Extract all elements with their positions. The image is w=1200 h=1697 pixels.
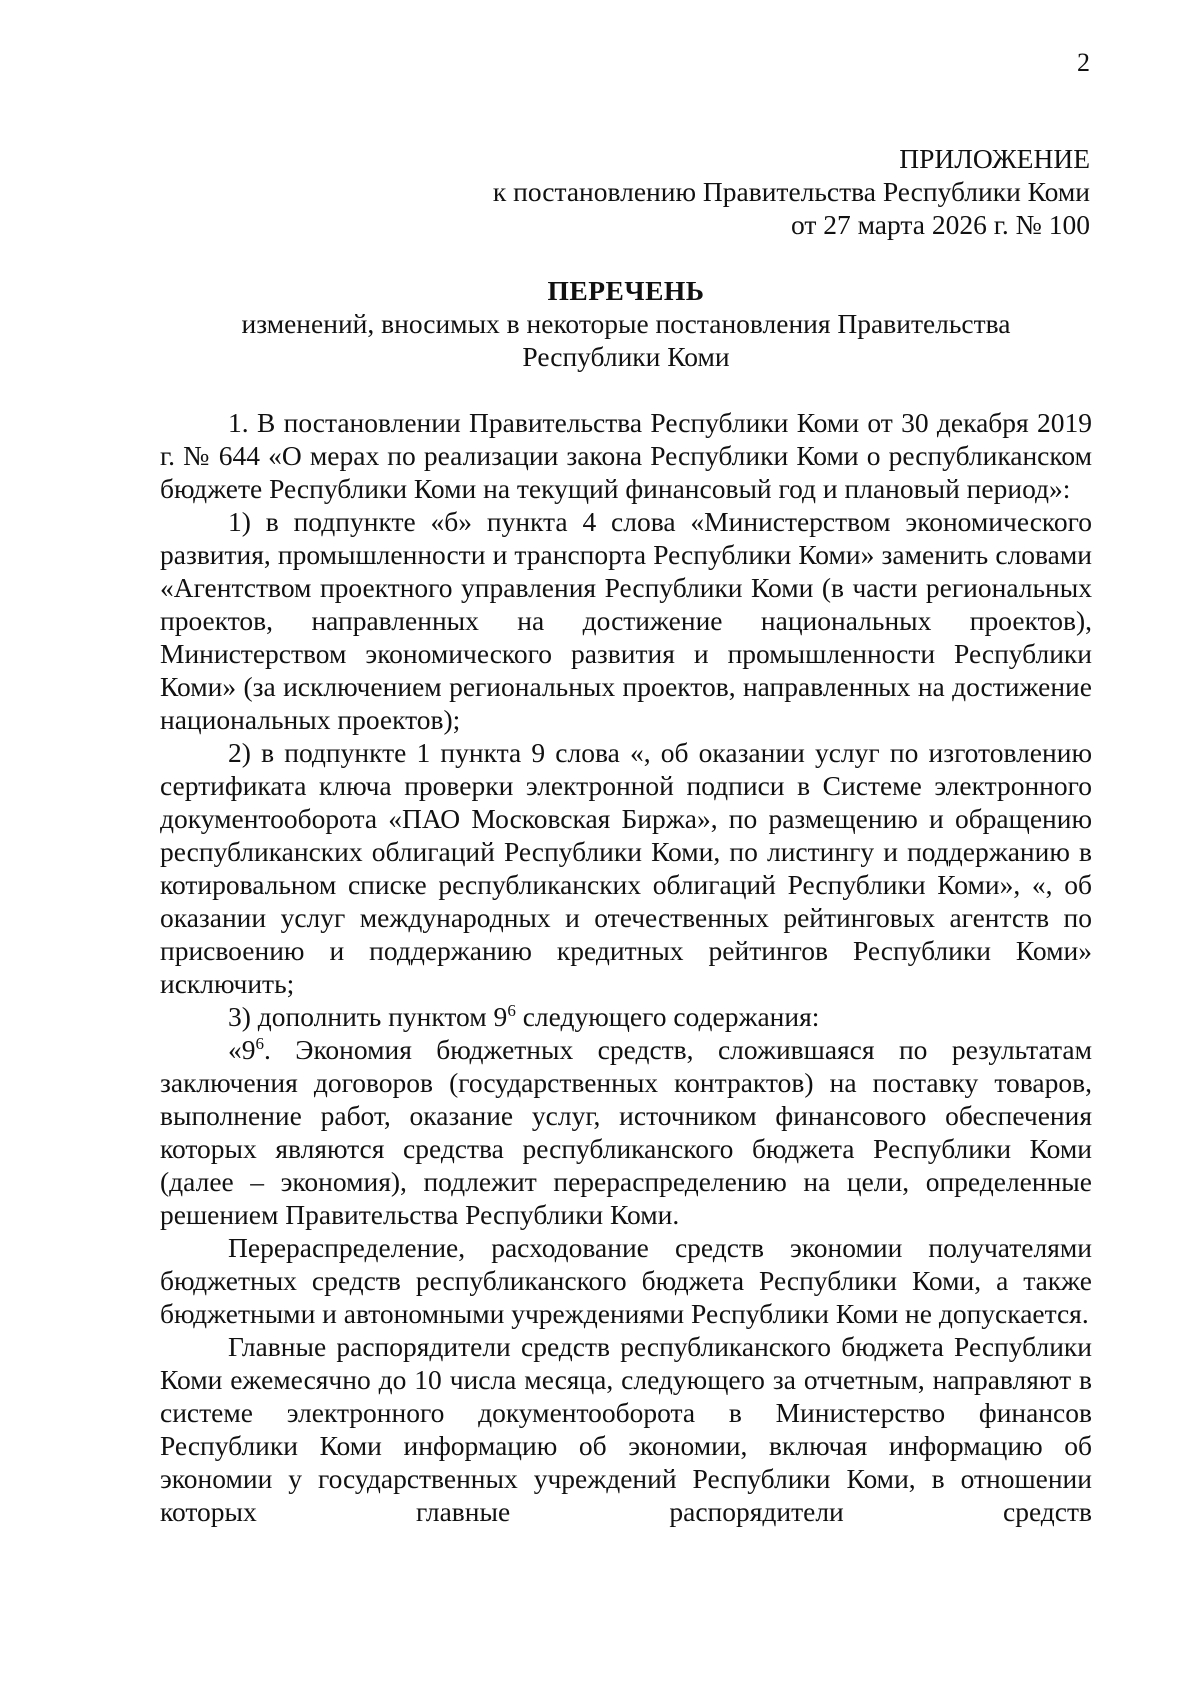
paragraph-new-clause [160, 1033, 1092, 1231]
subitem-3-text-end: следующего содержания: [515, 1001, 820, 1032]
superscript: 6 [507, 1001, 516, 1020]
new-clause-start: «9 [228, 1034, 256, 1065]
paragraph-subitem-2: 2) в подпункте 1 пункта 9 слова «, об оказании услуг по изготовлению сертификата ключа проверки электронной подписи в Системе электронного документооборота «ПАО Московская Биржа», по размещению и обращению республиканских облигаций Республики Коми, по листингу и поддержанию в котировальном списке республиканских облигаций Республики Коми», «, об оказании услуг международных и отечественных рейтинговых агентств по присвоению и поддержанию кредитных рейтингов Республики Коми» исключить; [160, 737, 1092, 999]
document-heading [160, 274, 1092, 373]
page-number: 2 [1077, 48, 1090, 77]
document-title: ПЕРЕЧЕНЬ [547, 275, 705, 306]
document-subtitle-line2: Республики Коми [522, 341, 730, 372]
paragraph-subitem-1: 1) в подпункте «б» пункта 4 слова «Министерством экономического развития, промышленности и транспорта Республики Коми» заменить словами «Агентством проектного управления Республики Коми (в части региональных проектов, направленных на достижение национальных проектов), Министерством экономического развития и промышленности Республики Коми» (за исключением региональных проектов, направленных на достижение национальных проектов); [160, 506, 1092, 735]
document-subtitle-line1: изменений, вносимых в некоторые постановления Правительства [241, 308, 1011, 339]
new-clause-text: . Экономия бюджетных средств, сложившаяся по результатам заключения договоров (государственных контрактов) на поставку товаров, выполнение работ, оказание услуг, источником финансового обеспечения которых являются средства республиканского бюджета Республики Коми (далее – экономия), подлежит перераспределению на цели, определенные решением Правительства Республики Коми. [160, 1034, 1092, 1230]
paragraph-redistribution: Перераспределение, расходование средств экономии получателями бюджетных средств республиканского бюджета Республики Коми, а также бюджетными и автономными учреждениями Республики Коми не допускается. [160, 1232, 1092, 1329]
paragraph-1: 1. В постановлении Правительства Республики Коми от 30 декабря 2019 г. № 644 «О мерах по реализации закона Республики Коми о республиканском бюджете Республики Коми на текущий финансовый год и плановый период»: [160, 407, 1092, 504]
document-body [160, 406, 1092, 1528]
subitem-3-text: 3) дополнить пунктом 9 [228, 1001, 508, 1032]
appendix-label: ПРИЛОЖЕНИЕ [899, 143, 1090, 174]
paragraph-main-managers: Главные распорядители средств республиканского бюджета Республики Коми ежемесячно до 10 числа месяца, следующего за отчетным, направляют в системе электронного документооборота в Министерство финансов Республики Коми информацию об экономии, включая информацию об экономии у государственных учреждений Республики Коми, в отношении которых главные распорядители средств [160, 1331, 1092, 1527]
appendix-date-number: от 27 марта 2026 г. № 100 [790, 209, 1090, 240]
appendix-reference: к постановлению Правительства Республики Коми [492, 176, 1090, 207]
superscript: 6 [255, 1034, 264, 1053]
paragraph-subitem-3 [160, 1000, 1092, 1033]
appendix-header [493, 142, 1090, 241]
